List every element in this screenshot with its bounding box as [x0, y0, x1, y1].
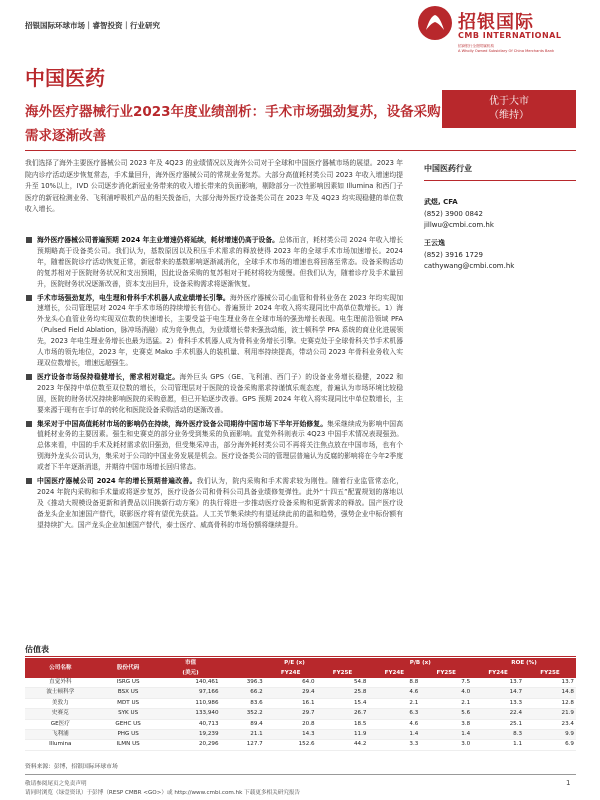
key-point-heading: 手术市场强劲复苏，电生理和骨科手术机器人成业绩增长引擎。	[37, 293, 230, 302]
cell-roe: 13.3	[472, 698, 524, 708]
col-pe-fy25e: FY25E	[317, 668, 369, 678]
table-header-row	[25, 658, 576, 668]
logo-tagline-en: A Wholly Owned Subsidiary Of China Merchants Bank	[458, 49, 555, 53]
cell-mktcap: 40,713	[161, 719, 221, 729]
cell-pe: 26.7	[317, 709, 369, 719]
table-row	[25, 730, 576, 740]
key-point	[25, 476, 403, 531]
col-pb-fy25e: FY25E	[420, 668, 472, 678]
analyst-card	[424, 197, 494, 232]
analyst-email[interactable]: cathywang@cmbi.com.hk	[424, 262, 515, 270]
col-company: 公司名称	[25, 658, 96, 678]
cell-company: 波士顿科学	[25, 688, 96, 698]
cell-ticker: BSX US	[96, 688, 161, 698]
cell-ticker: MDT US	[96, 698, 161, 708]
logo-en-text: CMB INTERNATIONAL	[458, 31, 562, 40]
key-point-text: 集采继续成为影响中国高值耗材业务的主要因素。强生和史赛克的部分业务受到集采的负面影响。直觉外科则表示 4Q23 中国手术情况表现强劲。总体来看，中国的手术及耗材需求依旧强劲，但受集采冲击，部分海外耗材类公司不再将关注焦点放在中国市场，也有个别海外龙头公司认为，集采对于公司的中国业务发展是机会。医疗设备类公司的管理层普遍认为反腐的影响将在今年2季度或者下半年逐渐消退，并期待中国市场增长回归常态。	[37, 419, 403, 472]
cell-pe: 396.3	[221, 678, 265, 688]
sidebar-title: 中国医药行业	[424, 164, 472, 173]
cell-pe: 29.4	[265, 688, 317, 698]
cell-ticker: ISRG US	[96, 678, 161, 688]
cell-pe: 29.7	[265, 709, 317, 719]
rating-badge	[442, 90, 576, 128]
valuation-table	[25, 658, 576, 751]
cell-pe: 11.9	[317, 730, 369, 740]
cell-ticker: SYK US	[96, 709, 161, 719]
bullet-square-icon	[26, 374, 32, 380]
cell-pb: 4.6	[368, 688, 420, 698]
cell-pe: 44.2	[317, 740, 369, 750]
key-point	[25, 235, 403, 290]
cell-roe: 12.8	[524, 698, 576, 708]
col-roe-fy24e: FY24E	[472, 668, 524, 678]
table-source: 资料来源：彭博，招银国际环球市场	[25, 764, 118, 770]
key-points	[25, 235, 403, 534]
cell-mktcap: 140,461	[161, 678, 221, 688]
table-row	[25, 709, 576, 719]
footer-disclaimer: 敬请参阅尾页之免责声明	[25, 781, 87, 787]
cell-company: 飞利浦	[25, 730, 96, 740]
analyst-email[interactable]: jillwu@cmbi.com.hk	[424, 221, 494, 229]
col-mktcap: 市值	[161, 658, 221, 668]
analyst-name: 武煜, CFA	[424, 198, 458, 206]
page-number: 1	[566, 779, 571, 787]
cell-roe: 25.1	[472, 719, 524, 729]
cell-pb: 3.0	[420, 740, 472, 750]
analyst-phone: (852) 3916 1729	[424, 250, 483, 259]
cell-pe: 64.0	[265, 678, 317, 688]
col-pe: P/E (x)	[221, 658, 369, 668]
cell-roe: 13.7	[472, 678, 524, 688]
cell-pb: 1.4	[368, 730, 420, 740]
sector-title: 中国医药	[25, 66, 105, 90]
col-roe-fy25e: FY25E	[524, 668, 576, 678]
key-point	[25, 419, 403, 474]
bullet-square-icon	[26, 421, 32, 427]
key-point-heading: 医疗设备市场保持稳健增长，需求相对稳定。	[37, 372, 180, 381]
table-row	[25, 698, 576, 708]
key-point	[25, 372, 403, 416]
cell-ticker: PHG US	[96, 730, 161, 740]
key-point-text: 海外医疗器械公司心血管和骨科业务在 2023 年均实现加速增长，公司管理层对 2024 年手术市场的持续增长有信心。普遍预计 2024 年收入将实现同比中高单位数增长。1）海外龙头心血管业务均实现双位数的快速增长，主要受益于电生理业务在全球市场的强劲增长表现。电生理前沿领域 PFA（Pulsed Field Ablation，脉冲场消融）成为竞争焦点，为业绩增长带来强劲动能，波士顿科学 PFA 系统的商业化进展领先，2023 年电生理业务增长也最为迅猛。2）骨科手术机器人成为骨科业务增长引擎。史赛克处于全球骨科关节手术机器人市场的领先地位，2023 年，史赛克 Mako 手术机器人的装机量、利用率持续提高，带动公司 2023 年骨科业务收入实现双位数增长，增速远超强生。	[37, 293, 404, 367]
cell-pb: 2.1	[420, 698, 472, 708]
key-point-text: 海外巨头 GPS（GE、飞利浦、西门子）的设备业务增长稳健，2022 和 2023 年保持中单位数至双位数的增长，公司管理层对于医院的设备采购需求持谨慎乐观态度，普遍认为市场环境比较稳固，医院的财务状况持续影响医院的采购意愿，但已开始逐步改善。GPS 预期 2024 年收入将实现同比中单位数增长，主要来源于现有在手订单的转化和医院设备采购活动的逐渐改善。	[37, 372, 404, 414]
cell-pe: 14.3	[265, 730, 317, 740]
key-point-heading: 中国医疗器械公司 2024 年的增长预期普遍改善。	[37, 477, 197, 486]
cell-pb: 5.6	[420, 709, 472, 719]
table-row	[25, 688, 576, 698]
bullet-square-icon	[26, 237, 32, 243]
valuation-divider	[25, 656, 576, 657]
bullet-square-icon	[26, 478, 32, 484]
col-ticker: 股份代码	[96, 658, 161, 678]
breadcrumb: 招银国际环球市场｜睿智投资｜行业研究	[25, 21, 160, 30]
cell-roe: 1.1	[472, 740, 524, 750]
cell-pb: 4.6	[368, 719, 420, 729]
rating-label: 优于大市	[489, 96, 529, 107]
bullet-square-icon	[26, 295, 32, 301]
logo-tagline	[458, 44, 588, 54]
col-pb-fy24e: FY24E	[368, 668, 420, 678]
cell-pb: 6.3	[368, 709, 420, 719]
cell-pe: 25.8	[317, 688, 369, 698]
cell-mktcap: 19,239	[161, 730, 221, 740]
report-title: 海外医疗器械行业2023年度业绩剖析：手术市场强劲复苏，设备采购需求逐渐改善	[25, 104, 441, 144]
cell-ticker: ILMN US	[96, 740, 161, 750]
table-row	[25, 678, 576, 688]
cell-pe: 18.5	[317, 719, 369, 729]
cell-pe: 54.8	[317, 678, 369, 688]
cell-company: GE医疗	[25, 719, 96, 729]
col-roe: ROE (%)	[472, 658, 576, 668]
rating-status: （维持）	[489, 110, 529, 121]
cell-company: 美敦力	[25, 698, 96, 708]
table-row	[25, 719, 576, 729]
col-pe-fy24e: FY24E	[265, 668, 317, 678]
cell-roe: 13.7	[524, 678, 576, 688]
key-point-heading: 集采对于中国高值耗材市场的影响仍在持续，海外医疗设备公司期待中国市场下半年开始修复。	[37, 419, 328, 428]
cell-roe: 8.3	[472, 730, 524, 740]
cell-pb: 7.5	[420, 678, 472, 688]
cell-pb: 3.8	[420, 719, 472, 729]
logo-tagline-cn: 招商银行全资附属机构	[458, 44, 494, 48]
cell-mktcap: 110,986	[161, 698, 221, 708]
analyst-card	[424, 238, 514, 273]
cell-pe: 352.2	[221, 709, 265, 719]
analyst-phone: (852) 3900 0842	[424, 209, 483, 218]
cell-company: 直觉外科	[25, 678, 96, 688]
cell-pe: 21.1	[221, 730, 265, 740]
cell-pb: 8.8	[368, 678, 420, 688]
cmbi-logo	[418, 4, 588, 64]
cell-pe: 20.8	[265, 719, 317, 729]
cell-roe: 14.8	[524, 688, 576, 698]
cell-pe: 127.7	[221, 740, 265, 750]
cell-pe: 15.4	[317, 698, 369, 708]
cell-pb: 4.0	[420, 688, 472, 698]
cell-pe: 89.4	[221, 719, 265, 729]
cell-pe: 83.6	[221, 698, 265, 708]
cell-mktcap: 133,940	[161, 709, 221, 719]
cmbi-logo-icon	[418, 6, 452, 40]
cell-roe: 22.4	[472, 709, 524, 719]
cell-roe: 14.7	[472, 688, 524, 698]
logo-cn-text: 招银国际	[458, 12, 534, 33]
cell-pe: 16.1	[265, 698, 317, 708]
footer-divider	[25, 774, 576, 775]
cell-pe: 66.2	[221, 688, 265, 698]
col-mktcap-unit: (美元)	[161, 668, 221, 678]
sidebar-divider	[424, 180, 576, 181]
table-row	[25, 740, 576, 750]
cell-mktcap: 97,166	[161, 688, 221, 698]
col-pb: P/B (x)	[368, 658, 472, 668]
key-point-text: 总体而言，耗材类公司 2024 年收入增长预期略高于设备类公司。我们认为，基数原因以及积压手术需求的释放使得 2023 年的全球手术市场加速增长。2024 年，随着医院诊疗活动恢复正常，新冠带来的基数影响逐渐减消化，全球手术市场的增速也将回落至常态。设备采购活动的复苏相对于医院财务状况和支出预期，因此设备采购的复苏相对于耗材将较为缓慢。但我们认为，随着诊疗及手术量回升，医院财务状况逐渐改善，资本支出回升，设备采购需求将逐渐恢复。	[37, 236, 403, 288]
cell-company: 史赛克	[25, 709, 96, 719]
col-pe-fy23	[221, 668, 265, 678]
key-point-heading: 海外医疗器械公司普遍预期 2024 年主业增速仍将延续，耗材增速仍高于设备。	[37, 236, 280, 244]
cell-pe: 152.6	[265, 740, 317, 750]
cell-ticker: GEHC US	[96, 719, 161, 729]
title-divider	[25, 150, 576, 151]
cell-pb: 2.1	[368, 698, 420, 708]
key-point	[25, 293, 403, 369]
cell-company: Illumina	[25, 740, 96, 750]
cell-pb: 1.4	[420, 730, 472, 740]
intro-paragraph: 我们选择了海外主要医疗器械公司 2023 年及 4Q23 的业绩情况以及海外公司对于全球和中国医疗器械市场的展望。2023 年院内诊疗活动逐步恢复常态，手术量回升，海外医疗器械公司的常规业务复苏。大部分高值耗材类公司 2023 年收入增速均提升至 10%以上，IVD 公司逐步消化新冠业务带来的收入增长带来的负面影响，剔除部分一次性影响因素如 Illumina 和西门子医疗的新冠检测业务、飞利浦呼吸机产品的相关拨备后，大部分海外医疗设备类公司在 2023 年及 4Q23 均实现稳健的单位数收入增长。	[25, 159, 403, 213]
footer-link-text[interactable]: 请同时浏览（绿壹资讯）于彭博（RESP CMBR <GO>）或 http://www.cmbi.com.hk 下载更多相关研究报告	[25, 790, 301, 796]
valuation-title: 估值表	[25, 645, 49, 654]
cell-mktcap: 20,296	[161, 740, 221, 750]
cell-roe: 23.4	[524, 719, 576, 729]
cell-pb: 3.3	[368, 740, 420, 750]
analyst-name: 王云逸	[424, 239, 445, 247]
cell-roe: 9.9	[524, 730, 576, 740]
cell-roe: 21.9	[524, 709, 576, 719]
key-point-text: 我们认为，院内采购和手术需求较为刚性。随着行业监管常态化，2024 年院内采购和手术量或将逐步复苏，医疗设备公司和骨科公司具备业绩修复弹性。此外“十四五”配置规划的落地以及《推动大规模设备更新和消费品以旧换新行动方案》的执行将进一步推动医疗设备采购和更新需求的释放。国产医疗设备龙头企业加速国产替代，联影医疗将有望优先获益。人工关节集采续约有望延续此前的温和趋势，强势企业中标份额有望持续扩大。国产龙头企业加速国产替代，泰士医疗、威高骨科的市场份额将继续提升。	[37, 477, 403, 529]
cell-roe: 6.9	[524, 740, 576, 750]
